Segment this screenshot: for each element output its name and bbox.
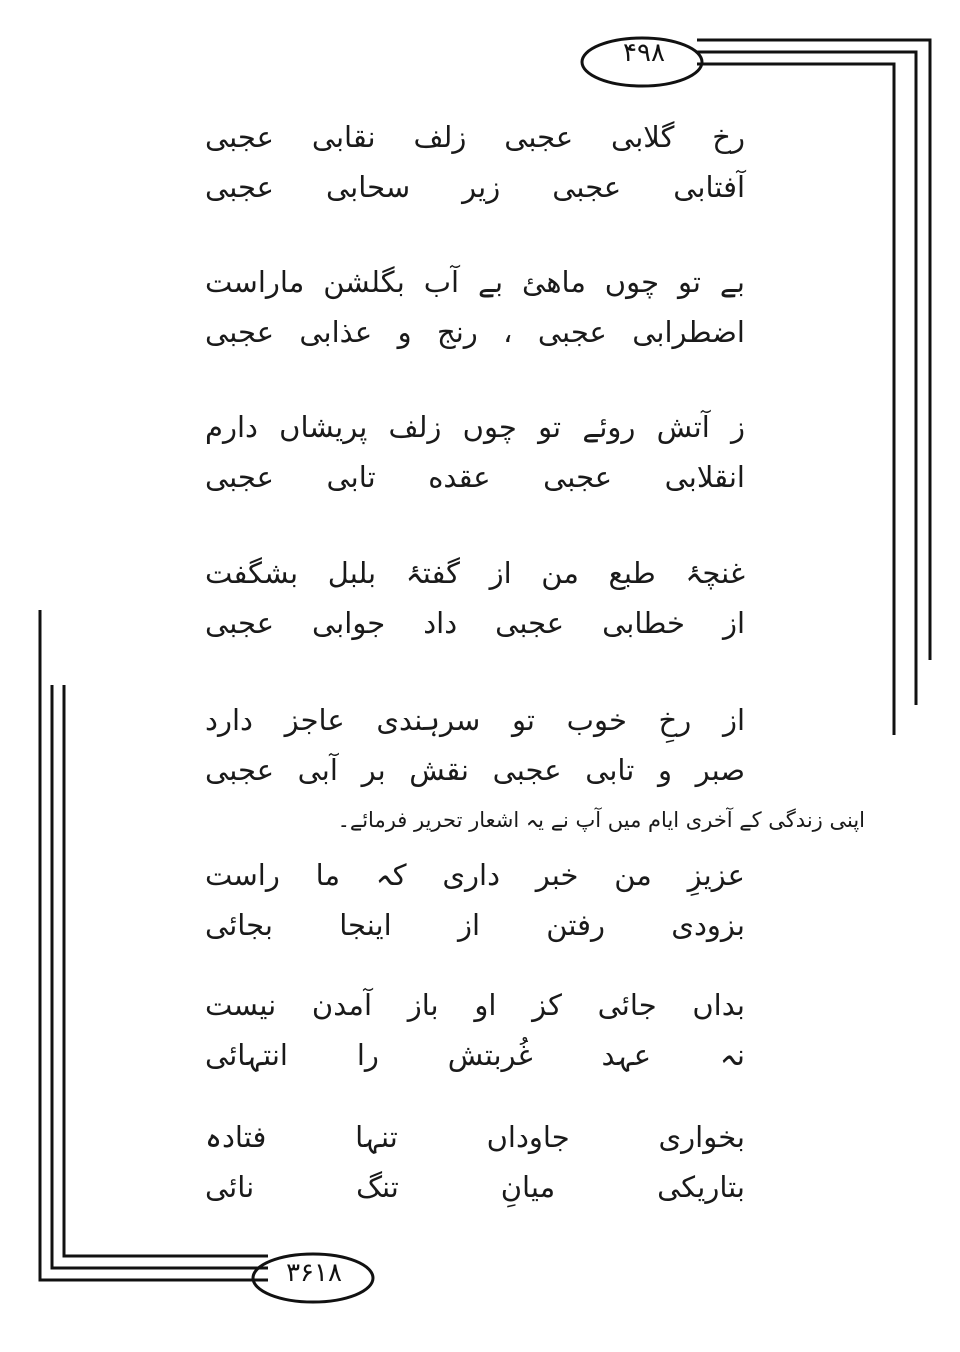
couplet bbox=[205, 548, 745, 648]
verse-word: جاوداں bbox=[486, 1120, 570, 1154]
verse-word: بلبل bbox=[327, 556, 377, 590]
verse-word: بجائی bbox=[205, 908, 273, 942]
verse-line-second bbox=[205, 452, 745, 502]
verse-word: عجبی bbox=[205, 606, 274, 640]
verse-word: زیر bbox=[462, 170, 501, 204]
verse-word: عزیزِ bbox=[687, 858, 745, 892]
verse-word: صبر bbox=[695, 753, 745, 787]
verse-word: تو bbox=[677, 265, 701, 299]
verse-word: غنچۂ bbox=[685, 556, 745, 590]
verse-word: نیست bbox=[205, 988, 277, 1022]
verse-word: نقش bbox=[409, 753, 469, 787]
verse-word: ما bbox=[315, 858, 340, 892]
verse-word: ، bbox=[503, 315, 513, 349]
verse-word: از bbox=[722, 606, 745, 640]
verse-word: راست bbox=[205, 858, 280, 892]
verse-word: نہ bbox=[719, 1038, 745, 1072]
verse-word: کز bbox=[532, 988, 562, 1022]
verse-word: رفتن bbox=[546, 908, 605, 942]
verse-word: فتادہ bbox=[205, 1120, 267, 1154]
verse-word: ماهئ bbox=[522, 265, 586, 299]
verse-line-second bbox=[205, 162, 745, 212]
verse-word: بتاریکی bbox=[657, 1170, 745, 1204]
verse-word: ز bbox=[730, 410, 745, 444]
verse-word: ماراست bbox=[205, 265, 305, 299]
verse-word: را bbox=[356, 1038, 379, 1072]
verse-word: عجبی bbox=[205, 753, 274, 787]
couplet bbox=[205, 1112, 745, 1212]
verse-word: عجبی bbox=[552, 170, 622, 204]
verse-word: زلف bbox=[388, 410, 442, 444]
verse-word: من bbox=[541, 556, 579, 590]
verse-word: چوں bbox=[462, 410, 517, 444]
verse-word: عاجز bbox=[284, 703, 345, 737]
verse-word: آبی bbox=[297, 753, 338, 787]
verse-word: نائی bbox=[205, 1170, 255, 1204]
verse-word: گلابی bbox=[611, 120, 675, 154]
verse-word: از bbox=[722, 703, 745, 737]
verse-word: بخواری bbox=[658, 1120, 745, 1154]
page-number-bottom: ۳۶۱۸ bbox=[286, 1258, 342, 1288]
verse-word: اینجا bbox=[339, 908, 392, 942]
verse-word: انتہائی bbox=[205, 1038, 288, 1072]
verse-word: عجبی bbox=[492, 753, 562, 787]
verse-line-second bbox=[205, 900, 745, 950]
verse-word: بزودی bbox=[671, 908, 745, 942]
verse-word: تو bbox=[511, 703, 536, 737]
verse-word: غُربتش bbox=[447, 1038, 533, 1072]
verse-word: خبر bbox=[535, 858, 579, 892]
verse-word: سحابی bbox=[326, 170, 411, 204]
verse-word: بگلشن bbox=[323, 265, 405, 299]
verse-line-second bbox=[205, 598, 745, 648]
verse-word: میانِ bbox=[500, 1170, 556, 1204]
verse-word: گفتۂ bbox=[405, 556, 460, 590]
verse-word: رخ bbox=[712, 120, 745, 154]
verse-line-first bbox=[205, 548, 745, 598]
couplet bbox=[205, 695, 745, 795]
verse-word: تابی bbox=[326, 460, 376, 494]
verse-line-second bbox=[205, 307, 745, 357]
verse-word: او bbox=[474, 988, 497, 1022]
verse-word: نقابی bbox=[311, 120, 376, 154]
verse-line-first bbox=[205, 402, 745, 452]
verse-word: از bbox=[457, 908, 480, 942]
verse-word: بداں bbox=[692, 988, 745, 1022]
verse-word: روئے bbox=[582, 410, 636, 444]
couplet bbox=[205, 112, 745, 212]
verse-word: تنہا bbox=[355, 1120, 398, 1154]
verse-line-first bbox=[205, 695, 745, 745]
verse-word: عجبی bbox=[205, 315, 274, 349]
verse-word: دارم bbox=[205, 410, 258, 444]
verse-word: بے bbox=[719, 265, 745, 299]
verse-word: عذابی bbox=[299, 315, 373, 349]
verse-word: خطابی bbox=[602, 606, 685, 640]
verse-word: آب bbox=[423, 265, 460, 299]
verse-word: دارد bbox=[205, 703, 253, 737]
verse-word: داد bbox=[423, 606, 458, 640]
verse-word: آفتابی bbox=[673, 170, 745, 204]
verse-word: عجبی bbox=[205, 170, 274, 204]
verse-word: طبع bbox=[608, 556, 656, 590]
verse-word: بے bbox=[478, 265, 504, 299]
verse-word: جائی bbox=[597, 988, 657, 1022]
verse-word: اضطرابی bbox=[632, 315, 745, 349]
verse-word: تو bbox=[538, 410, 562, 444]
verse-word: تابی bbox=[585, 753, 635, 787]
verse-word: عجبی bbox=[495, 606, 565, 640]
verse-line-first bbox=[205, 257, 745, 307]
verse-word: عقده bbox=[428, 460, 491, 494]
verse-word: باز bbox=[407, 988, 439, 1022]
verse-word: بر bbox=[361, 753, 386, 787]
couplet bbox=[205, 850, 745, 950]
verse-word: عجبی bbox=[543, 460, 613, 494]
couplet bbox=[205, 980, 745, 1080]
verse-line-first bbox=[205, 850, 745, 900]
couplet bbox=[205, 257, 745, 357]
verse-word: بشگفت bbox=[205, 556, 299, 590]
verse-word: من bbox=[614, 858, 652, 892]
verse-word: خوب bbox=[566, 703, 627, 737]
intro-note: اپنی زندگی کے آخری ایام میں آپ نے یہ اشعار تحریر فرمائے۔ bbox=[337, 808, 865, 832]
verse-word: کہ bbox=[375, 858, 407, 892]
verse-word: از bbox=[489, 556, 512, 590]
verse-word: و bbox=[397, 315, 412, 349]
verse-word: عجبی bbox=[537, 315, 607, 349]
verse-word: پریشاں bbox=[279, 410, 368, 444]
verse-word: رنج bbox=[436, 315, 478, 349]
page-number-top: ۴۹۸ bbox=[623, 38, 665, 68]
verse-word: عہد bbox=[601, 1038, 652, 1072]
verse-word: عجبی bbox=[504, 120, 574, 154]
verse-line-second bbox=[205, 1030, 745, 1080]
verse-word: چوں bbox=[604, 265, 660, 299]
verse-word: زلف bbox=[413, 120, 467, 154]
verse-word: سرہندی bbox=[376, 703, 481, 737]
verse-word: آمدن bbox=[311, 988, 373, 1022]
verse-word: و bbox=[657, 753, 672, 787]
verse-word: رخِ bbox=[658, 703, 692, 737]
verse-line-second bbox=[205, 745, 745, 795]
verse-word: انقلابی bbox=[664, 460, 745, 494]
verse-line-first bbox=[205, 980, 745, 1030]
verse-word: عجبی bbox=[205, 460, 274, 494]
verse-word: جوابی bbox=[312, 606, 386, 640]
verse-word: آتش bbox=[656, 410, 710, 444]
verse-word: عجبی bbox=[205, 120, 274, 154]
verse-line-second bbox=[205, 1162, 745, 1212]
verse-word: داری bbox=[442, 858, 501, 892]
verse-line-first bbox=[205, 1112, 745, 1162]
verse-word: تنگ bbox=[356, 1170, 399, 1204]
verse-line-first bbox=[205, 112, 745, 162]
couplet bbox=[205, 402, 745, 502]
